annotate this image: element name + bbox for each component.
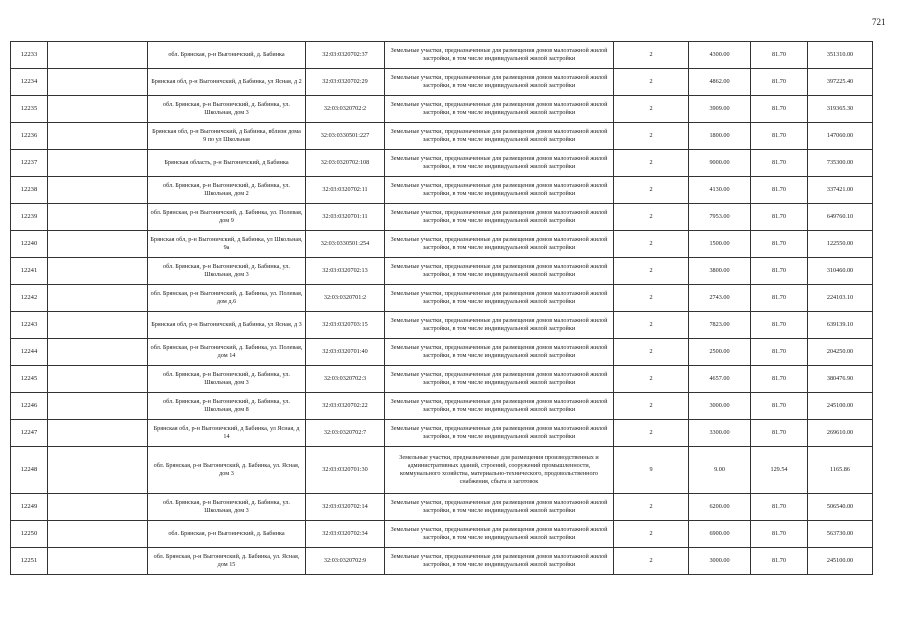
cadastral-value-cell: 147060.00 bbox=[808, 123, 873, 150]
table-row bbox=[11, 548, 873, 575]
cadastral-number-cell: 32:03:0330501:254 bbox=[306, 231, 385, 258]
cadastral-value-cell: 319365.30 bbox=[808, 96, 873, 123]
area-cell: 2500.00 bbox=[689, 339, 751, 366]
land-use-cell: Земельные участки, предназначенные для размещения домов малоэтажной жилой застройки, в том числе индивидуальной жилой застройки bbox=[385, 494, 614, 521]
cadastral-number-cell: 32:03:0330501:227 bbox=[306, 123, 385, 150]
land-use-cell: Земельные участки, предназначенные для размещения домов малоэтажной жилой застройки, в том числе индивидуальной жилой застройки bbox=[385, 339, 614, 366]
blank-cell bbox=[48, 69, 148, 96]
land-use-cell: Земельные участки, предназначенные для размещения домов малоэтажной жилой застройки, в том числе индивидуальной жилой застройки bbox=[385, 42, 614, 69]
record-number-cell: 12250 bbox=[11, 521, 48, 548]
address-cell: Брянская обл, р-н Выгоничский, д Бабинка, ул Ясная, д 2 bbox=[148, 69, 306, 96]
record-number-cell: 12245 bbox=[11, 366, 48, 393]
area-cell: 3909.00 bbox=[689, 96, 751, 123]
record-number-cell: 12241 bbox=[11, 258, 48, 285]
cadastral-value-cell: 245100.00 bbox=[808, 393, 873, 420]
blank-cell bbox=[48, 204, 148, 231]
area-cell: 3000.00 bbox=[689, 393, 751, 420]
cadastral-value-cell: 563730.00 bbox=[808, 521, 873, 548]
record-number-cell: 12247 bbox=[11, 420, 48, 447]
land-use-cell: Земельные участки, предназначенные для размещения домов малоэтажной жилой застройки, в том числе индивидуальной жилой застройки bbox=[385, 258, 614, 285]
area-cell: 4130.00 bbox=[689, 177, 751, 204]
blank-cell bbox=[48, 366, 148, 393]
group-number-cell: 2 bbox=[614, 204, 689, 231]
address-cell: обл. Брянская, р-н Выгоничский, д. Бабинка, ул. Школьная, дом 2 bbox=[148, 177, 306, 204]
blank-cell bbox=[48, 420, 148, 447]
specific-value-cell: 81.70 bbox=[751, 96, 808, 123]
cadastral-number-cell: 32:03:0320702:7 bbox=[306, 420, 385, 447]
record-number-cell: 12237 bbox=[11, 150, 48, 177]
blank-cell bbox=[48, 123, 148, 150]
cadastral-number-cell: 32:03:0320702:34 bbox=[306, 521, 385, 548]
group-number-cell: 2 bbox=[614, 177, 689, 204]
record-number-cell: 12248 bbox=[11, 447, 48, 494]
group-number-cell: 2 bbox=[614, 285, 689, 312]
cadastral-number-cell: 32:03:0320702:108 bbox=[306, 150, 385, 177]
land-use-cell: Земельные участки, предназначенные для размещения домов малоэтажной жилой застройки, в том числе индивидуальной жилой застройки bbox=[385, 521, 614, 548]
area-cell: 2743.00 bbox=[689, 285, 751, 312]
group-number-cell: 2 bbox=[614, 420, 689, 447]
cadastral-number-cell: 32:03:0320701:11 bbox=[306, 204, 385, 231]
cadastral-number-cell: 32:03:0320702:37 bbox=[306, 42, 385, 69]
blank-cell bbox=[48, 42, 148, 69]
cadastral-number-cell: 32:03:0320702:9 bbox=[306, 548, 385, 575]
cadastral-value-cell: 397225.40 bbox=[808, 69, 873, 96]
cadastral-number-cell: 32:03:0320701:2 bbox=[306, 285, 385, 312]
area-cell: 4300.00 bbox=[689, 42, 751, 69]
group-number-cell: 2 bbox=[614, 366, 689, 393]
land-use-cell: Земельные участки, предназначенные для размещения домов малоэтажной жилой застройки, в том числе индивидуальной жилой застройки bbox=[385, 150, 614, 177]
cadastral-value-cell: 380476.90 bbox=[808, 366, 873, 393]
blank-cell bbox=[48, 393, 148, 420]
area-cell: 9.00 bbox=[689, 447, 751, 494]
cadastral-number-cell: 32:03:0320702:14 bbox=[306, 494, 385, 521]
blank-cell bbox=[48, 521, 148, 548]
specific-value-cell: 81.70 bbox=[751, 177, 808, 204]
table-body bbox=[11, 42, 873, 575]
cadastral-number-cell: 32:03:0320702:13 bbox=[306, 258, 385, 285]
address-cell: обл. Брянская, р-н Выгоничский, д. Бабинка bbox=[148, 521, 306, 548]
land-use-cell: Земельные участки, предназначенные для размещения домов малоэтажной жилой застройки, в том числе индивидуальной жилой застройки bbox=[385, 393, 614, 420]
land-use-cell: Земельные участки, предназначенные для размещения домов малоэтажной жилой застройки, в том числе индивидуальной жилой застройки bbox=[385, 96, 614, 123]
cadastral-number-cell: 32:03:0320702:2 bbox=[306, 96, 385, 123]
cadastral-value-cell: 1165.86 bbox=[808, 447, 873, 494]
land-use-cell: Земельные участки, предназначенные для размещения домов малоэтажной жилой застройки, в том числе индивидуальной жилой застройки bbox=[385, 177, 614, 204]
cadastral-value-cell: 639139.10 bbox=[808, 312, 873, 339]
specific-value-cell: 81.70 bbox=[751, 494, 808, 521]
specific-value-cell: 81.70 bbox=[751, 285, 808, 312]
address-cell: Брянская обл, р-н Выгоничский, д Бабинка, вблизи дома 9 по ул Школьная bbox=[148, 123, 306, 150]
cadastral-number-cell: 32:03:0320702:22 bbox=[306, 393, 385, 420]
area-cell: 1500.00 bbox=[689, 231, 751, 258]
land-use-cell: Земельные участки, предназначенные для размещения домов малоэтажной жилой застройки, в том числе индивидуальной жилой застройки bbox=[385, 548, 614, 575]
table-row bbox=[11, 494, 873, 521]
specific-value-cell: 81.70 bbox=[751, 521, 808, 548]
record-number-cell: 12239 bbox=[11, 204, 48, 231]
land-use-cell: Земельные участки, предназначенные для размещения домов малоэтажной жилой застройки, в том числе индивидуальной жилой застройки bbox=[385, 69, 614, 96]
table-row bbox=[11, 447, 873, 494]
table-row bbox=[11, 204, 873, 231]
cadastral-number-cell: 32:03:0320703:15 bbox=[306, 312, 385, 339]
area-cell: 4657.00 bbox=[689, 366, 751, 393]
group-number-cell: 2 bbox=[614, 312, 689, 339]
cadastral-number-cell: 32:03:0320702:11 bbox=[306, 177, 385, 204]
specific-value-cell: 81.70 bbox=[751, 42, 808, 69]
address-cell: обл. Брянская, р-н Выгоничский, д. Бабинка, ул. Ясная, дом 15 bbox=[148, 548, 306, 575]
address-cell: обл. Брянская, р-н Выгоничский, д. Бабинка, ул. Школьная, дом 3 bbox=[148, 96, 306, 123]
table-row bbox=[11, 150, 873, 177]
table-row bbox=[11, 285, 873, 312]
specific-value-cell: 81.70 bbox=[751, 204, 808, 231]
blank-cell bbox=[48, 285, 148, 312]
address-cell: обл. Брянская, р-н Выгоничский, д. Бабинка, ул. Ясная, дом 3 bbox=[148, 447, 306, 494]
blank-cell bbox=[48, 447, 148, 494]
group-number-cell: 2 bbox=[614, 494, 689, 521]
group-number-cell: 2 bbox=[614, 96, 689, 123]
address-cell: обл. Брянская, р-н Выгоничский, д. Бабинка, ул. Школьная, дом 3 bbox=[148, 494, 306, 521]
land-use-cell: Земельные участки, предназначенные для размещения домов малоэтажной жилой застройки, в том числе индивидуальной жилой застройки bbox=[385, 123, 614, 150]
address-cell: обл. Брянская, р-н Выгоничский, д. Бабинка, ул. Полевая, дом 14 bbox=[148, 339, 306, 366]
land-use-cell: Земельные участки, предназначенные для размещения производственных и административных зданий, строений, сооружений промышленности, коммунального хозяйства, материально-технического, продовольственного снабжения, сбыта и заготовок bbox=[385, 447, 614, 494]
specific-value-cell: 81.70 bbox=[751, 69, 808, 96]
blank-cell bbox=[48, 312, 148, 339]
table-row bbox=[11, 521, 873, 548]
address-cell: обл. Брянская, р-н Выгоничский, д. Бабинка, ул. Школьная, дом 3 bbox=[148, 258, 306, 285]
area-cell: 6900.00 bbox=[689, 521, 751, 548]
address-cell: Брянская обл, р-н Выгоничский, д Бабинка, ул Ясная, д 14 bbox=[148, 420, 306, 447]
table-row bbox=[11, 258, 873, 285]
address-cell: обл. Брянская, р-н Выгоничский, д. Бабинка bbox=[148, 42, 306, 69]
cadastral-value-cell: 122550.00 bbox=[808, 231, 873, 258]
table-row bbox=[11, 312, 873, 339]
cadastral-value-cell: 735300.00 bbox=[808, 150, 873, 177]
group-number-cell: 2 bbox=[614, 521, 689, 548]
address-cell: Брянская обл, р-н Выгоничский, д Бабинка, ул Ясная, д 3 bbox=[148, 312, 306, 339]
cadastral-value-cell: 204250.00 bbox=[808, 339, 873, 366]
cadastral-number-cell: 32:03:0320702:29 bbox=[306, 69, 385, 96]
blank-cell bbox=[48, 548, 148, 575]
record-number-cell: 12243 bbox=[11, 312, 48, 339]
blank-cell bbox=[48, 258, 148, 285]
specific-value-cell: 129.54 bbox=[751, 447, 808, 494]
area-cell: 1800.00 bbox=[689, 123, 751, 150]
land-use-cell: Земельные участки, предназначенные для размещения домов малоэтажной жилой застройки, в том числе индивидуальной жилой застройки bbox=[385, 231, 614, 258]
specific-value-cell: 81.70 bbox=[751, 231, 808, 258]
record-number-cell: 12251 bbox=[11, 548, 48, 575]
specific-value-cell: 81.70 bbox=[751, 366, 808, 393]
cadastral-value-cell: 269610.00 bbox=[808, 420, 873, 447]
cadastral-number-cell: 32:03:0320701:30 bbox=[306, 447, 385, 494]
specific-value-cell: 81.70 bbox=[751, 420, 808, 447]
cadastral-value-cell: 649760.10 bbox=[808, 204, 873, 231]
specific-value-cell: 81.70 bbox=[751, 339, 808, 366]
record-number-cell: 12244 bbox=[11, 339, 48, 366]
area-cell: 4862.00 bbox=[689, 69, 751, 96]
area-cell: 7953.00 bbox=[689, 204, 751, 231]
group-number-cell: 2 bbox=[614, 231, 689, 258]
address-cell: обл. Брянская, р-н Выгоничский, д. Бабинка, ул. Школьная, дом 3 bbox=[148, 366, 306, 393]
address-cell: Брянская область, р-н Выгоничский, д Бабинка bbox=[148, 150, 306, 177]
record-number-cell: 12238 bbox=[11, 177, 48, 204]
area-cell: 9000.00 bbox=[689, 150, 751, 177]
table-row bbox=[11, 231, 873, 258]
record-number-cell: 12246 bbox=[11, 393, 48, 420]
table-row bbox=[11, 42, 873, 69]
area-cell: 7823.00 bbox=[689, 312, 751, 339]
specific-value-cell: 81.70 bbox=[751, 312, 808, 339]
land-use-cell: Земельные участки, предназначенные для размещения домов малоэтажной жилой застройки, в том числе индивидуальной жилой застройки bbox=[385, 420, 614, 447]
record-number-cell: 12240 bbox=[11, 231, 48, 258]
table-row bbox=[11, 339, 873, 366]
specific-value-cell: 81.70 bbox=[751, 150, 808, 177]
blank-cell bbox=[48, 150, 148, 177]
cadastral-value-cell: 245100.00 bbox=[808, 548, 873, 575]
blank-cell bbox=[48, 494, 148, 521]
record-number-cell: 12235 bbox=[11, 96, 48, 123]
blank-cell bbox=[48, 231, 148, 258]
record-number-cell: 12242 bbox=[11, 285, 48, 312]
record-number-cell: 12234 bbox=[11, 69, 48, 96]
table-row bbox=[11, 69, 873, 96]
cadastral-value-cell: 337421.00 bbox=[808, 177, 873, 204]
cadastral-value-cell: 506540.00 bbox=[808, 494, 873, 521]
blank-cell bbox=[48, 96, 148, 123]
land-use-cell: Земельные участки, предназначенные для размещения домов малоэтажной жилой застройки, в том числе индивидуальной жилой застройки bbox=[385, 204, 614, 231]
group-number-cell: 2 bbox=[614, 69, 689, 96]
cadastral-value-cell: 310460.00 bbox=[808, 258, 873, 285]
table-row bbox=[11, 96, 873, 123]
group-number-cell: 2 bbox=[614, 123, 689, 150]
group-number-cell: 2 bbox=[614, 42, 689, 69]
record-number-cell: 12249 bbox=[11, 494, 48, 521]
group-number-cell: 2 bbox=[614, 393, 689, 420]
record-number-cell: 12233 bbox=[11, 42, 48, 69]
record-number-cell: 12236 bbox=[11, 123, 48, 150]
specific-value-cell: 81.70 bbox=[751, 393, 808, 420]
area-cell: 3000.00 bbox=[689, 548, 751, 575]
table-row bbox=[11, 420, 873, 447]
specific-value-cell: 81.70 bbox=[751, 548, 808, 575]
group-number-cell: 2 bbox=[614, 339, 689, 366]
specific-value-cell: 81.70 bbox=[751, 123, 808, 150]
blank-cell bbox=[48, 339, 148, 366]
cadastral-value-table bbox=[10, 41, 873, 575]
blank-cell bbox=[48, 177, 148, 204]
land-use-cell: Земельные участки, предназначенные для размещения домов малоэтажной жилой застройки, в том числе индивидуальной жилой застройки bbox=[385, 366, 614, 393]
group-number-cell: 2 bbox=[614, 258, 689, 285]
specific-value-cell: 81.70 bbox=[751, 258, 808, 285]
cadastral-value-cell: 351310.00 bbox=[808, 42, 873, 69]
table-row bbox=[11, 177, 873, 204]
cadastral-value-cell: 224103.10 bbox=[808, 285, 873, 312]
area-cell: 3800.00 bbox=[689, 258, 751, 285]
table-row bbox=[11, 366, 873, 393]
area-cell: 6200.00 bbox=[689, 494, 751, 521]
cadastral-number-cell: 32:03:0320701:40 bbox=[306, 339, 385, 366]
page-number: 721 bbox=[872, 17, 886, 27]
area-cell: 3300.00 bbox=[689, 420, 751, 447]
address-cell: обл. Брянская, р-н Выгоничский, д. Бабинка, ул. Полевая, дом д.6 bbox=[148, 285, 306, 312]
group-number-cell: 2 bbox=[614, 150, 689, 177]
table-row bbox=[11, 123, 873, 150]
land-use-cell: Земельные участки, предназначенные для размещения домов малоэтажной жилой застройки, в том числе индивидуальной жилой застройки bbox=[385, 285, 614, 312]
address-cell: обл. Брянская, р-н Выгоничский, д. Бабинка, ул. Школьная, дом 8 bbox=[148, 393, 306, 420]
address-cell: Брянская обл, р-н Выгоничский, д Бабинка, ул Школьная, 9а bbox=[148, 231, 306, 258]
address-cell: обл. Брянская, р-н Выгоничский, д. Бабинка, ул. Полевая, дом 9 bbox=[148, 204, 306, 231]
cadastral-number-cell: 32:03:0320702:3 bbox=[306, 366, 385, 393]
land-use-cell: Земельные участки, предназначенные для размещения домов малоэтажной жилой застройки, в том числе индивидуальной жилой застройки bbox=[385, 312, 614, 339]
group-number-cell: 2 bbox=[614, 548, 689, 575]
group-number-cell: 9 bbox=[614, 447, 689, 494]
table-row bbox=[11, 393, 873, 420]
